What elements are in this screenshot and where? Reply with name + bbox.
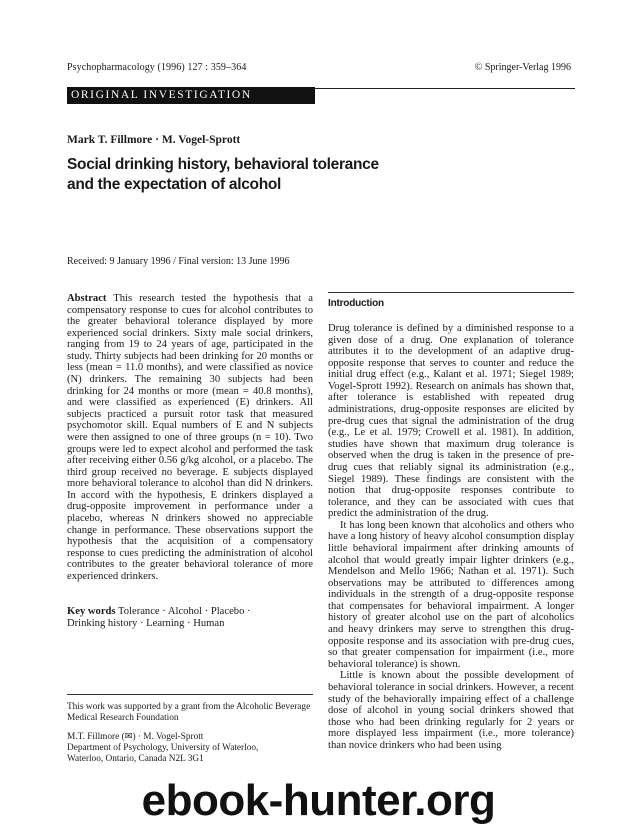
- keywords-line-1: Tolerance · Alcohol · Placebo ·: [118, 606, 251, 617]
- introduction-rule: [328, 292, 574, 293]
- journal-citation: Psychopharmacology (1996) 127 : 359–364: [67, 62, 247, 73]
- footnote-rule: [67, 694, 313, 695]
- article-title: [67, 155, 387, 195]
- abstract: [67, 293, 313, 582]
- title-line-2: and the expectation of alcohol: [67, 176, 282, 193]
- keywords-heading: Key words: [67, 606, 116, 617]
- funding-note: This work was supported by a grant from the Alcoholic Beverage Medical Research Foundation: [67, 702, 311, 723]
- received-dates: Received: 9 January 1996 / Final version: 13 June 1996: [67, 256, 290, 267]
- title-line-1: Social drinking history, behavioral tolerance: [67, 156, 379, 173]
- abstract-heading: Abstract: [67, 293, 107, 304]
- watermark: ebook-hunter.org: [141, 776, 496, 825]
- keywords: [67, 606, 313, 630]
- intro-paragraph-3: Little is known about the possible development of behavioral tolerance in social drinkers. However, a recent study of the behaviorally impairing effect of a challenge dose of alcohol in young social drinkers showed that those who had been drinking regularly for 2 years or more displayed less impairment (i.e., more tolerance) than novice drinkers who had been using: [328, 670, 574, 751]
- department: Department of Psychology, University of Waterloo,: [67, 743, 259, 753]
- intro-paragraph-1: Drug tolerance is defined by a diminished response to a given dose of a drug. One explanation of tolerance attributes it to the development of an adaptive drug-opposite response that serves to counter and reduce the initial drug effect (e.g., Kalant et al. 1971; Siegel 1989; Vogel-Sprott 1992). Research on animals has shown that, after tolerance is established with repeated drug administrations, drug-opposite responses are elicited by pre-drug cues that signal the administration of the drug (e.g., Le et al. 1979; Crowell et al. 1981). In addition, studies have shown that maximum drug tolerance is observed when the drug is taken in the presence of pre-drug cues that reliably signal its administration (e.g., Siegel 1989). These findings are consistent with the notion that drug-opposite responses contribute to tolerance, and they can be associated with cues that predict the administration of the drug.: [328, 323, 574, 520]
- abstract-text: This research tested the hypothesis that a compensatory response to cues for alcohol contributes to the greater behavioral tolerance displayed by more experienced social drinkers. Sixty male social drinkers, ranging from 19 to 24 years of age, participated in the study. Thirty subjects had been drinking for 20 months or less (mean = 11.0 months), and were classified as novice (N) drinkers. The remaining 30 subjects had been drinking for 24 months or more (mean = 40.8 months), and were classified as experienced (E) drinkers. All subjects practiced a pursuit rotor task that measured psychomotor skill. Equal numbers of E and N subjects were then assigned to one of three groups (n = 10). Two groups were led to expect alcohol and performed the task after receiving either 0.56 g/kg alcohol, or a placebo. The third group received no beverage. E subjects displayed more behavioral tolerance to alcohol than did N drinkers. In accord with the hypothesis, E drinkers displayed a drug-opposite improvement in performance under a placebo, whereas N drinkers showed no appreciable change in performance. These observations support the hypothesis that the acquisition of a compensatory response to cues predicting the administration of alcohol contributes to the greater behavioral tolerance of more experienced drinkers.: [67, 293, 313, 582]
- keywords-line-2: Drinking history · Learning · Human: [67, 618, 225, 629]
- section-banner: ORIGINAL INVESTIGATION: [67, 87, 315, 104]
- city: Waterloo, Ontario, Canada N2L 3G1: [67, 754, 204, 764]
- correspondence-address: [67, 732, 313, 765]
- introduction-heading: Introduction: [328, 298, 384, 309]
- header-rule: [315, 88, 575, 89]
- introduction-body: [328, 323, 574, 751]
- intro-paragraph-2: It has long been known that alcoholics and others who have a long history of heavy alcohol consumption display little behavioral impairment after drinking amounts of alcohol that would greatly impair lighter drinkers (e.g., Mendelson and Mello 1966; Nathan et al. 1971). Such observations may be attributed to differences among individuals in the strength of a drug-opposite response that compensates for behavioral impairment. A longer history of greater alcohol use on the part of alcoholics and heavy drinkers may serve to strengthen this drug-opposite response and its association with pre-drug cues, so that greater compensation for impairment (i.e., more behavioral tolerance) is shown.: [328, 519, 574, 670]
- copyright-notice: © Springer-Verlag 1996: [474, 62, 571, 73]
- contact-names: M.T. Fillmore (✉) · M. Vogel-Sprott: [67, 732, 204, 742]
- authors: Mark T. Fillmore · M. Vogel-Sprott: [67, 134, 241, 146]
